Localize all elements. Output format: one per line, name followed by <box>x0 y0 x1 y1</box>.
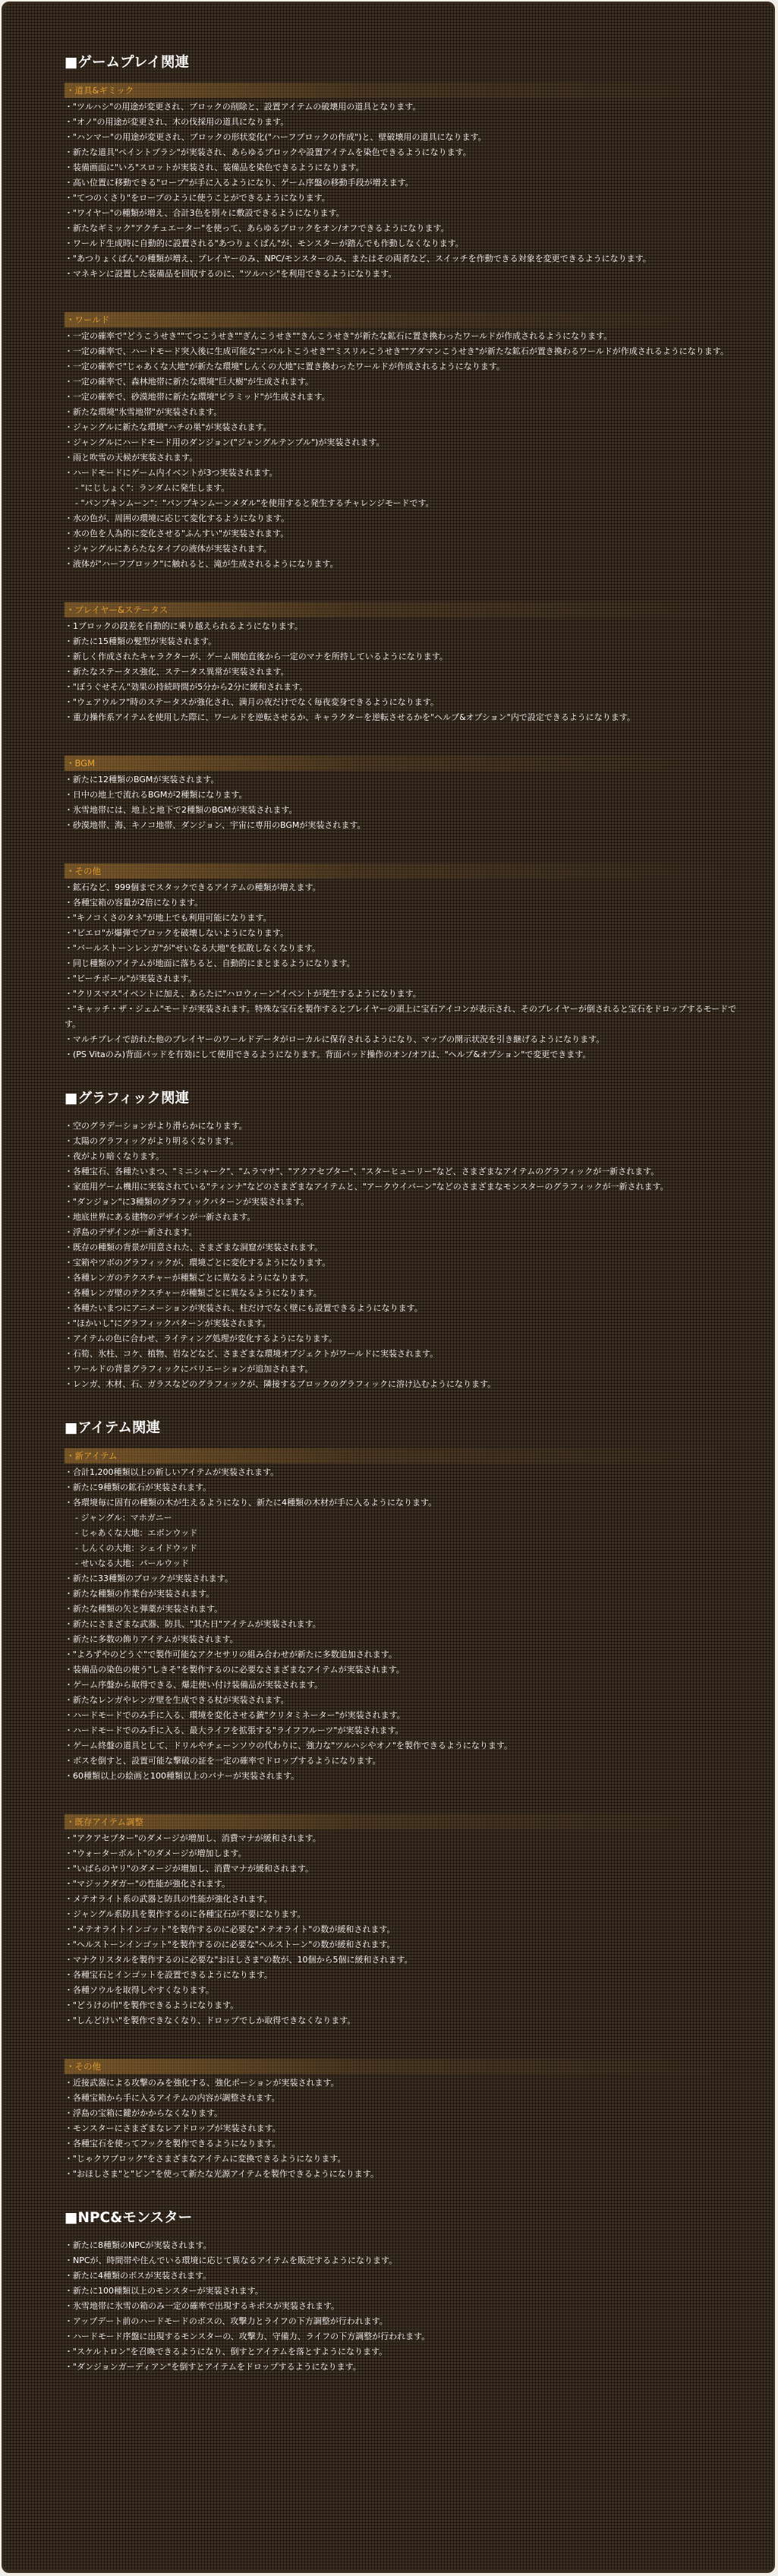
list-item: ・"ダンジョン"に3種類のグラフィックパターンが実装されます。 <box>65 1197 310 1207</box>
notes-panel <box>2 2 775 2573</box>
section <box>65 54 748 1062</box>
list-item: ・1ブロックの段差を自動的に乗り越えられるようになります。 <box>65 621 303 631</box>
list-item: - しんくの大地：シェイドウッド <box>75 1543 198 1553</box>
subsection <box>65 312 748 572</box>
list-item: ・ゲーム序盤から取得できる、爆走使い付け装備品が実装されます。 <box>65 1680 323 1690</box>
list-item: ・夜がより暗くなります。 <box>65 1151 165 1161</box>
list-item: ・ワールド生成時に自動的に設置される"あつりょくばん"が、モンスターが踏んでも作動しなくなります。 <box>65 238 464 248</box>
list-item: ・雨と吹雪の天候が実装されます。 <box>65 453 198 462</box>
list-item: ・一定の確率で、森林地帯に新たな環境"巨大樹"が生成されます。 <box>65 377 314 387</box>
list-item: ・"よろずやのどうぐ"で製作可能なアクセサリの組み合わせが新たに多数追加されます。 <box>65 1649 397 1659</box>
list-item: ・ハードモードでのみ手に入る、環境を変化させる銃"クリタミネーター"が実装されます。 <box>65 1710 405 1720</box>
list-item: - ジャングル：マホガニー <box>75 1513 172 1523</box>
section-title: ■NPC&モンスター <box>65 2210 193 2226</box>
list-item: ・"アクアセプター"のダメージが増加し、消費マナが緩和されます。 <box>65 1833 321 1843</box>
section-title: ■ゲームプレイ関連 <box>65 55 189 71</box>
subsection-title: ・道具&ギミック <box>65 83 726 98</box>
list-item: ・重力操作系アイテムを使用した際に、ワールドを逆転させるか、キャラクターを逆転させるかを"ヘルプ&オプション"内で設定できるようになります。 <box>65 712 635 722</box>
list-item: ・新しく作成されたキャラクターが、ゲーム開始直後から一定のマナを所持しているようになります。 <box>65 652 448 661</box>
list-item: ・装備品の染色の使う"しきそ"を製作するのに必要なさまざまなアイテムが実装されます。 <box>65 1665 405 1675</box>
list-item: ・"ワイヤー"の種類が増え、合計3色を別々に敷設できるようになります。 <box>65 208 345 218</box>
section-title: ■アイテム関連 <box>65 1420 160 1436</box>
list-item: ・新たな種類の矢と弾薬が実装されます。 <box>65 1604 223 1614</box>
list-item: ・ジャングルに新たな環境"ハチの巣"が実装されます。 <box>65 422 272 432</box>
list-item: ・ハードモードにゲーム内イベントが3つ実装されます。 <box>65 468 278 478</box>
list-item: ・日中の地上で流れるBGMが2種類になります。 <box>65 790 247 800</box>
list-item: ・各種宝箱から手に入るアイテムの内容が調整されます。 <box>65 2093 280 2103</box>
subsection-title: ・BGM <box>65 756 726 771</box>
subsection <box>65 2059 748 2182</box>
list-item: ・新たな種類の作業台が実装されます。 <box>65 1589 215 1599</box>
list-item: ・浮島の宝箱に鍵がかからなくなります。 <box>65 2108 223 2118</box>
list-item: ・新たに9種類の鉱石が実装されます。 <box>65 1482 212 1492</box>
list-item: ・新たに15種類の髪型が実装されます。 <box>65 636 217 646</box>
list-item: ・新たに8種類のNPCが実装されます。 <box>65 2240 212 2250</box>
list-item: ・60種類以上の絵画と100種類以上のバナーが実装されます。 <box>65 1771 300 1781</box>
list-item: ・"ビエロ"が爆弾でブロックを破壊しないようになります。 <box>65 928 289 938</box>
list-item: ・"クリスマス"イベントに加え、あらたに"ハロウィーン"イベントが発生するようになります。 <box>65 989 421 999</box>
list-item: ・近接武器による攻撃のみを強化する、強化ポーションが実装されます。 <box>65 2078 339 2088</box>
list-item: ・マナクリスタルを製作するのに必要な"おほしさま"の数が、10個から5個に緩和されます。 <box>65 1955 413 1965</box>
list-item: ・アイテムの色に合わせ、ライティング処理が変化するようになります。 <box>65 1334 337 1343</box>
list-item: ・一定の確率で、ハードモード突入後に生成可能な"コバルトこうせき""ミスリルこうせき""アダマンこうせき"が新たな鉱石が置き換わるワールドが作成されるようになります。 <box>65 346 729 356</box>
list-item: ・ワールドの背景グラフィックにバリエーションが追加されます。 <box>65 1364 313 1374</box>
section-title: ■グラフィック関連 <box>65 1091 189 1106</box>
list-item: ・一定の確率で"どうこうせき""てつこうせき""ぎんこうせき""きんこうせき"が新たな鉱石に置き換わったワールドが作成されるようになります。 <box>65 331 613 341</box>
list-item: ・ジャングルにハードモード用のダンジョン("ジャングルテンプル")が実装されます。 <box>65 437 385 447</box>
subsection <box>65 756 748 833</box>
list-item: ・砂漠地帯、海、キノコ地帯、ダンジョン、宇宙に専用のBGMが実装されます。 <box>65 820 366 830</box>
list-item: ・鉱石など、999個までスタックできるアイテムの種類が増えます。 <box>65 882 321 892</box>
list-item: ・"あつりょくばん"の種類が増え、プレイヤーのみ、NPC/モンスターのみ、またはその両者など、スイッチを作動できる対象を変更できるようになります。 <box>65 254 651 264</box>
list-item: ・新たに100種類以上のモンスターが実装されます。 <box>65 2286 263 2296</box>
list-item: ・メテオライト系の武器と防具の性能が強化されます。 <box>65 1894 272 1904</box>
list-item: ・新たな道具"ペイントブラシ"が実装され、あらゆるブロックや設置アイテムを染色できるようになります。 <box>65 147 471 157</box>
list-item: ・NPCが、時間帯や住んでいる環境に応じて異なるアイテムを販売するようになります。 <box>65 2256 398 2265</box>
subsection-title: ・ワールド <box>65 312 726 327</box>
list-item: ・新たなステータス強化、ステータス異常が実装されます。 <box>65 667 289 677</box>
list-item: ・合計1,200種類以上の新しいアイテムが実装されます。 <box>65 1467 279 1477</box>
list-item: ・各環境毎に固有の種類の木が生えるようになり、新たに4種類の木材が手に入るようになります。 <box>65 1498 437 1507</box>
list-item: ・装備画面に"いろ"スロットが実装され、装備品を染色できるようになります。 <box>65 163 364 172</box>
list-item: ・ボスを倒すと、設置可能な撃破の証を一定の確率でドロップするようになります。 <box>65 1756 381 1766</box>
list-item: ・"キャッチ・ザ・ジェム"モードが実装されます。特殊な宝石を製作するとプレイヤーの頭上に宝石アイコンが表示され、そのプレイヤーが倒されると宝石をドロップするモードです。 <box>65 1004 737 1029</box>
section <box>65 1090 748 1392</box>
list-item: ・各種宝石とインゴットを設置できるようになります。 <box>65 1970 272 1980</box>
list-item: ・"バールストーンレンガ"が"せいなる大地"を拡散しなくなります。 <box>65 943 321 953</box>
list-item: ・水の色が、周囲の環境に応じて変化するようになります。 <box>65 513 290 523</box>
list-item: ・一定の確率で、砂漠地帯に新たな環境"ピラミッド"が生成されます。 <box>65 392 330 402</box>
list-item: ・各種たいまつにアニメーションが実装され、柱だけでなく壁にも設置できるようになります。 <box>65 1303 423 1313</box>
list-item: ・液体が"ハーフブロック"に触れると、滝が生成されるようになります。 <box>65 559 339 569</box>
subsection <box>65 2238 748 2375</box>
list-item: ・新たに33種類のブロックが実装されます。 <box>65 1574 233 1583</box>
list-item: ・宝箱やツボのグラフィックが、環境ごとに変化するようになります。 <box>65 1258 331 1267</box>
list-item: ・各種宝箱の容量が2倍になります。 <box>65 898 203 908</box>
list-item: ・マネキンに設置した装備品を回収するのに、"ツルハシ"を利用できるようになります。 <box>65 269 397 279</box>
list-item: - "パンプキンムーン"："パンプキンムーンメダル"を使用すると発生するチャレンジモードです。 <box>75 498 434 508</box>
list-item: ・マルチプレイで訪れた他のプレイヤーのワールドデータがローカルに保存されるようになり、マップの開示状況を引き継げるようになります。 <box>65 1034 605 1044</box>
list-item: ・"てつのくさり"をロープのように使うことができるようになります。 <box>65 193 330 203</box>
subsection <box>65 1448 748 1784</box>
list-item: ・各種宝石、各種たいまつ、"ミニシャーク"、"ムラマサ"、"アクアセプター"、"スターヒューリー"など、さまざまなアイテムのグラフィックが一新されます。 <box>65 1166 660 1176</box>
subsection-title: ・新アイテム <box>65 1448 726 1463</box>
list-item: ・高い位置に移動できる"ロープ"が手に入るようになり、ゲーム序盤の移動手段が増えます。 <box>65 178 414 188</box>
list-item: ・"ウォーターボルト"のダメージが増加します。 <box>65 1848 247 1858</box>
list-item: ・ジャングル系防具を製作するのに各種宝石が不要になります。 <box>65 1909 306 1919</box>
list-item: ・太陽のグラフィックがより明るくなります。 <box>65 1136 239 1146</box>
list-item: ・"ウェアウルフ"時のステータスが強化され、満月の夜だけでなく毎夜変身できるようになります。 <box>65 697 439 707</box>
list-item: ・"ハンマー"の用途が変更され、ブロックの形状変化("ハーフブロックの作成")と、壁破壊用の道具になります。 <box>65 132 487 142</box>
list-item: ・"キノコくさのタネ"が地上でも利用可能になります。 <box>65 913 272 923</box>
list-item: ・"ヘルストーンインゴット"を製作するのに必要な"ヘルストーン"の数が緩和されます。 <box>65 1940 395 1949</box>
list-item: ・"いばらのヤリ"のダメージが増加し、消費マナが緩和されます。 <box>65 1864 314 1874</box>
list-item: ・新たなギミック"アクチュエーター"を使って、あらゆるブロックをオン/オフできるようになります。 <box>65 223 449 233</box>
subsection <box>65 602 748 725</box>
list-item: ・既存の種類の背景が用意された、さまざまな洞窟が実装されます。 <box>65 1242 323 1252</box>
list-item: ・水の色を人為的に変化させる"ふんすい"が実装されます。 <box>65 529 289 538</box>
list-item: ・各種宝石を使ってフックを製作できるようになります。 <box>65 2139 281 2148</box>
list-item: ・新たなレンガやレンガ壁を生成できる杖が実装されます。 <box>65 1695 289 1705</box>
list-item: ・"ダンジョンガーディアン"を倒すとアイテムをドロップするようになります。 <box>65 2362 361 2372</box>
list-item: ・氷雪地帯には、地上と地下で2種類のBGMが実装されます。 <box>65 805 298 815</box>
list-item: ・(PS Vitaのみ)背面パッドを有効にして使用できるようになります。背面パッド操作のオン/オフは、"ヘルプ&オプション"で変更できます。 <box>65 1050 591 1059</box>
list-item: - せいなる大地：パールウッド <box>75 1558 190 1568</box>
list-item: ・新たに12種類のBGMが実装されます。 <box>65 775 219 784</box>
section <box>65 1419 748 2182</box>
subsection-title: ・既存アイテム調整 <box>65 1814 726 1829</box>
list-item: ・"ほかいし"にグラフィックパターンが実装されます。 <box>65 1318 271 1328</box>
list-item: ・氷雪地帯に氷雪の箱のみ一定の確率で出現するキボスが実装されます。 <box>65 2301 340 2311</box>
list-item: ・新たに多数の飾りアイテムが実装されます。 <box>65 1634 238 1644</box>
subsection <box>65 83 748 282</box>
subsection-title: ・プレイヤー&ステータス <box>65 602 726 617</box>
list-item: ・空のグラデーションがより滑らかになります。 <box>65 1121 247 1131</box>
list-item: ・"オノ"の用途が変更され、木の伐採用の道具になります。 <box>65 117 289 127</box>
list-item: ・ハードモードでのみ手に入る、最大ライフを拡張する"ライフフルーツ"が実装されます。 <box>65 1725 404 1735</box>
list-item: ・"マジックダガー"の性能が強化されます。 <box>65 1879 231 1889</box>
subsection <box>65 1814 748 2028</box>
list-item: ・地底世界にある建物のデザインが一新されます。 <box>65 1212 256 1222</box>
list-item: ・"しんどけい"を製作できなくなり、ドロップでしか取得できなくなります。 <box>65 2016 356 2025</box>
list-item: ・家庭用ゲーム機用に実装されている"ティンナ"などのさまざまなアイテムと、"アークウイバーン"などのさまざまなモンスターのグラフィックが一新されます。 <box>65 1182 669 1192</box>
list-item: ・"おほしさま"と"ビン"を使って新たな光源アイテムを製作できるようになります。 <box>65 2169 379 2179</box>
subsection <box>65 863 748 1062</box>
list-item: ・新たに4種類のボスが実装されます。 <box>65 2271 212 2281</box>
list-item: ・一定の確率で"じゃあくな大地"が新たな環境"しんくの大地"に置き換わったワールドが作成されるようになります。 <box>65 361 506 371</box>
list-item: ・ジャングルにあらたなタイプの液体が実装されます。 <box>65 544 272 554</box>
list-item: ・"ビーチボール"が実装されます。 <box>65 974 197 983</box>
list-item: ・"どうけの巾"を製作できるようになります。 <box>65 2000 239 2010</box>
list-item: ・各種ソウルを取得しやすくなります。 <box>65 1985 214 1995</box>
list-item: ・"ぼうぐせそん"効果の持続時間が5分から2分に緩和されます。 <box>65 682 308 692</box>
list-item: ・モンスターにさまざまなレアドロップが実装されます。 <box>65 2123 281 2133</box>
section <box>65 2209 748 2375</box>
list-item: ・同じ種類のアイテムが地面に落ちると、自動的にまとまるようになります。 <box>65 958 355 968</box>
list-item: ・各種レンガ壁のテクスチャーが種類ごとに異なるようになります。 <box>65 1288 322 1298</box>
list-item: ・新たにさまざまな武器、防具、"其た日"アイテムが実装されます。 <box>65 1619 321 1629</box>
list-item: ・浮島のデザインが一新されます。 <box>65 1227 197 1237</box>
list-item: ・アップデート前のハードモードのボスの、攻撃力とライフの下方調整が行われます。 <box>65 2316 388 2326</box>
list-item: ・ゲーム終盤の道具として、ドリルやチェーンソウの代わりに、強力な"ツルハシやオノ"を製作できるようになります。 <box>65 1741 513 1750</box>
patch-notes-content <box>65 54 748 2402</box>
list-item: - じゃあくな大地：エボンウッド <box>75 1528 198 1538</box>
subsection-title: ・その他 <box>65 2059 726 2074</box>
subsection <box>65 1119 748 1392</box>
list-item: ・石筍、氷柱、コケ、植物、岩などなど、さまざまな環境オブジェクトがワールドに実装されます。 <box>65 1349 439 1359</box>
list-item: ・新たな環境"氷雪地帯"が実装されます。 <box>65 407 222 417</box>
list-item: ・"ツルハシ"の用途が変更され、ブロックの削除と、設置アイテムの破壊用の道具となります。 <box>65 102 421 112</box>
list-item: ・"スケルトロン"を召喚できるようになり、倒すとアイテムを落とすようになります。 <box>65 2347 388 2357</box>
list-item: ・"メテオライトインゴット"を製作するのに必要な"メテオライト"の数が緩和されます。 <box>65 1924 395 1934</box>
list-item: ・ハードモード序盤に出現するモンスターの、攻撃力、守備力、ライフの下方調整が行われます。 <box>65 2331 430 2341</box>
subsection-title: ・その他 <box>65 863 726 879</box>
list-item: ・各種レンガのテクスチャーが種類ごとに異なるようになります。 <box>65 1273 313 1283</box>
list-item: ・レンガ、木材、石、ガラスなどのグラフィックが、隣接するブロックのグラフィックに溶け込むようになります。 <box>65 1379 496 1389</box>
list-item: ・"じゃクワブロック"をさまざまなアイテムに変換できるようになります。 <box>65 2154 346 2164</box>
list-item: - "にじしょく"：ランダムに発生します。 <box>75 483 230 493</box>
